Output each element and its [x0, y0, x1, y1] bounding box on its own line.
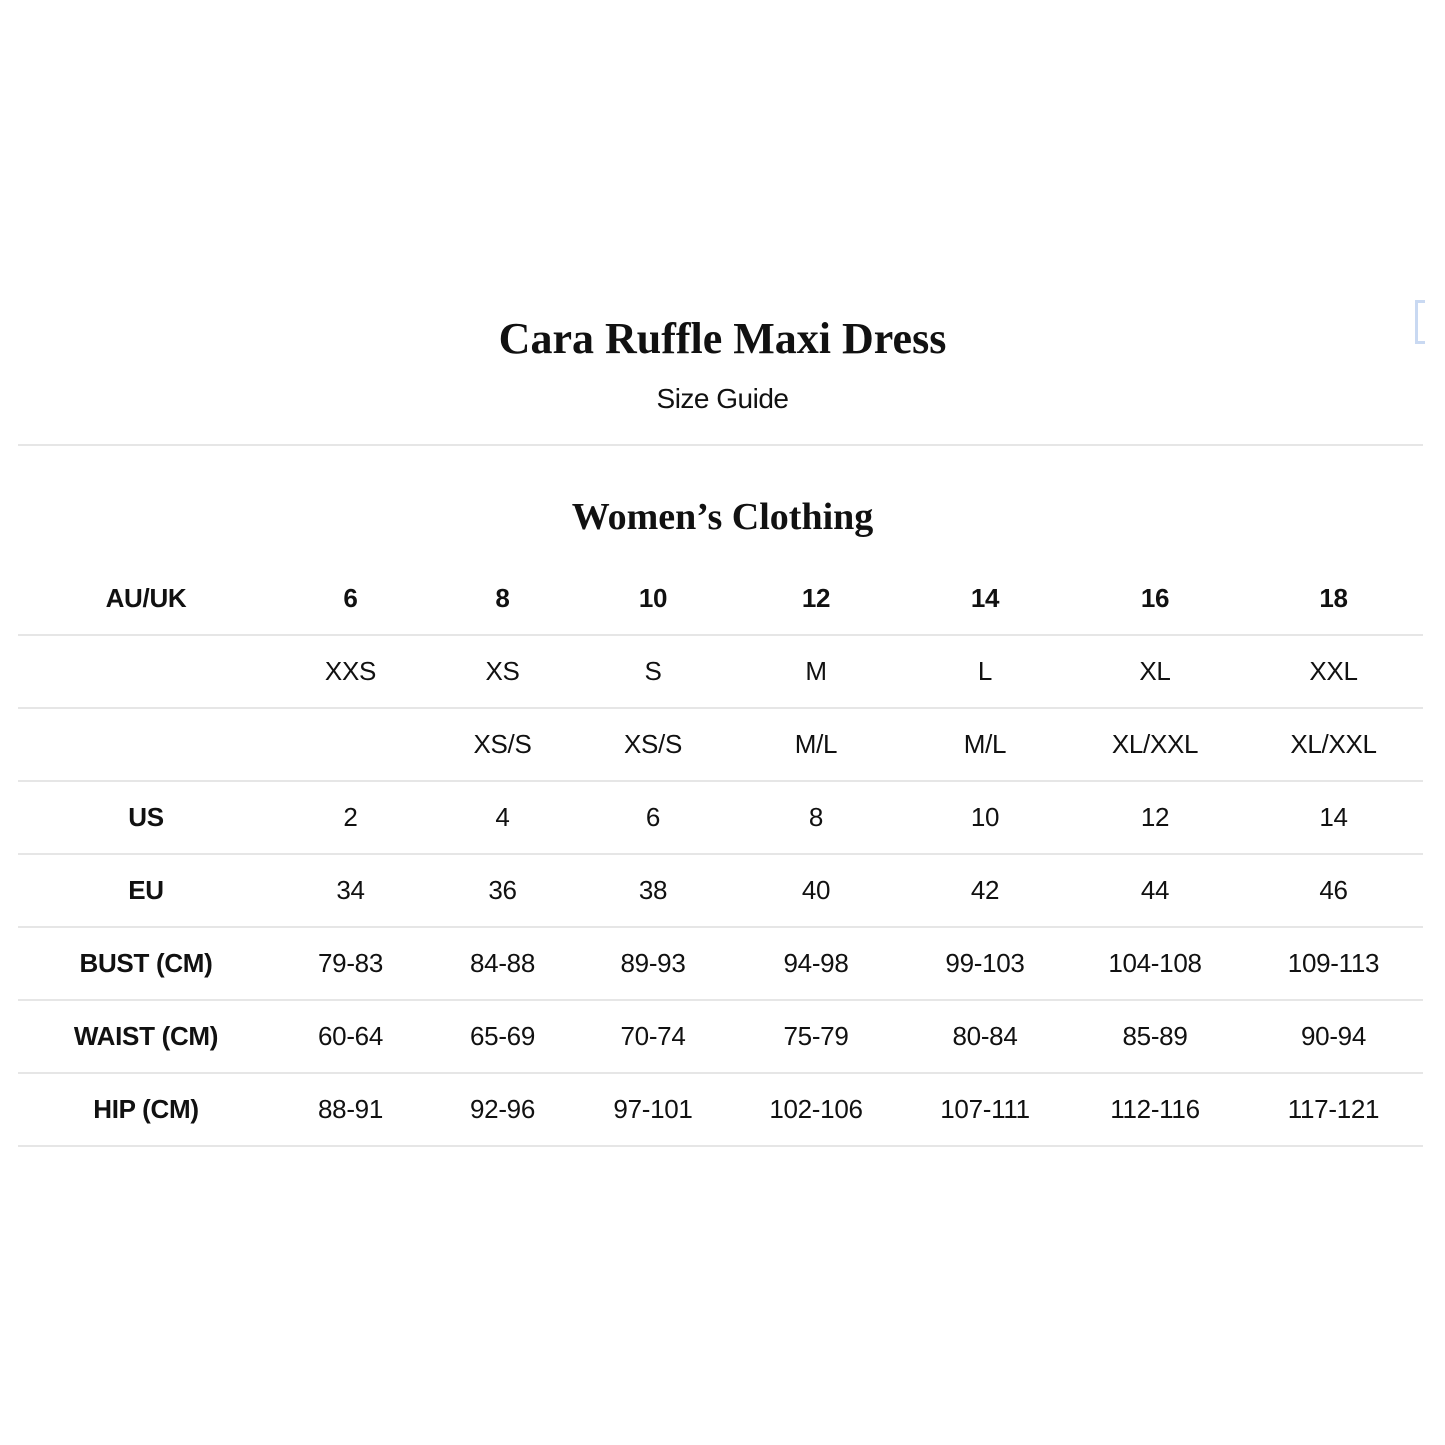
table-cell: 65-69 — [427, 1000, 578, 1073]
table-cell: XL/XXL — [1244, 708, 1423, 781]
header-cell: 10 — [578, 563, 728, 635]
table-cell: 89-93 — [578, 927, 728, 1000]
header-cell: 8 — [427, 563, 578, 635]
table-cell: 36 — [427, 854, 578, 927]
table-cell: 70-74 — [578, 1000, 728, 1073]
table-cell: 46 — [1244, 854, 1423, 927]
table-cell: 85-89 — [1066, 1000, 1244, 1073]
table-cell: L — [904, 635, 1066, 708]
table-cell: XXL — [1244, 635, 1423, 708]
table-cell: 99-103 — [904, 927, 1066, 1000]
header-divider — [18, 444, 1423, 446]
row-label: US — [18, 781, 274, 854]
table-cell: XS/S — [427, 708, 578, 781]
header-cell: 14 — [904, 563, 1066, 635]
table-cell: XS — [427, 635, 578, 708]
table-cell: 4 — [427, 781, 578, 854]
table-header-row — [18, 563, 1423, 635]
table-cell: 42 — [904, 854, 1066, 927]
table-cell: 112-116 — [1066, 1073, 1244, 1146]
table-cell — [274, 708, 427, 781]
table-row — [18, 781, 1423, 854]
table-cell: 94-98 — [728, 927, 904, 1000]
table-cell: 92-96 — [427, 1073, 578, 1146]
table-cell: 107-111 — [904, 1073, 1066, 1146]
table-cell: M/L — [728, 708, 904, 781]
table-row — [18, 1073, 1423, 1146]
row-label: AU/UK — [18, 563, 274, 635]
table-cell: 104-108 — [1066, 927, 1244, 1000]
table-cell: M/L — [904, 708, 1066, 781]
table-cell: XL — [1066, 635, 1244, 708]
table-row — [18, 927, 1423, 1000]
table-cell: 102-106 — [728, 1073, 904, 1146]
size-guide-subtitle: Size Guide — [656, 383, 789, 414]
size-table — [18, 563, 1423, 1147]
table-row — [18, 708, 1423, 781]
product-title: Cara Ruffle Maxi Dress — [498, 314, 947, 363]
row-label: WAIST (CM) — [18, 1000, 274, 1073]
table-cell: 6 — [578, 781, 728, 854]
table-cell: 75-79 — [728, 1000, 904, 1073]
row-label — [18, 708, 274, 781]
table-cell: 109-113 — [1244, 927, 1423, 1000]
table-cell: 40 — [728, 854, 904, 927]
table-cell: 2 — [274, 781, 427, 854]
table-cell: 90-94 — [1244, 1000, 1423, 1073]
table-cell: 34 — [274, 854, 427, 927]
row-label: EU — [18, 854, 274, 927]
row-label — [18, 635, 274, 708]
header-cell: 18 — [1244, 563, 1423, 635]
table-cell: 88-91 — [274, 1073, 427, 1146]
table-cell: 10 — [904, 781, 1066, 854]
header-cell: 12 — [728, 563, 904, 635]
table-cell: 44 — [1066, 854, 1244, 927]
table-cell: 97-101 — [578, 1073, 728, 1146]
table-cell: XXS — [274, 635, 427, 708]
table-cell: XL/XXL — [1066, 708, 1244, 781]
table-cell: 14 — [1244, 781, 1423, 854]
table-cell: 84-88 — [427, 927, 578, 1000]
row-label: BUST (CM) — [18, 927, 274, 1000]
table-cell: 117-121 — [1244, 1073, 1423, 1146]
row-label: HIP (CM) — [18, 1073, 274, 1146]
table-cell: 80-84 — [904, 1000, 1066, 1073]
table-cell: 60-64 — [274, 1000, 427, 1073]
table-cell: S — [578, 635, 728, 708]
section-title: Women’s Clothing — [571, 496, 874, 538]
header-cell: 6 — [274, 563, 427, 635]
header-cell: 16 — [1066, 563, 1244, 635]
table-cell: 79-83 — [274, 927, 427, 1000]
table-row — [18, 1000, 1423, 1073]
table-cell: XS/S — [578, 708, 728, 781]
table-row — [18, 635, 1423, 708]
table-row — [18, 854, 1423, 927]
table-cell: 8 — [728, 781, 904, 854]
table-cell: 12 — [1066, 781, 1244, 854]
table-cell: 38 — [578, 854, 728, 927]
table-cell: M — [728, 635, 904, 708]
